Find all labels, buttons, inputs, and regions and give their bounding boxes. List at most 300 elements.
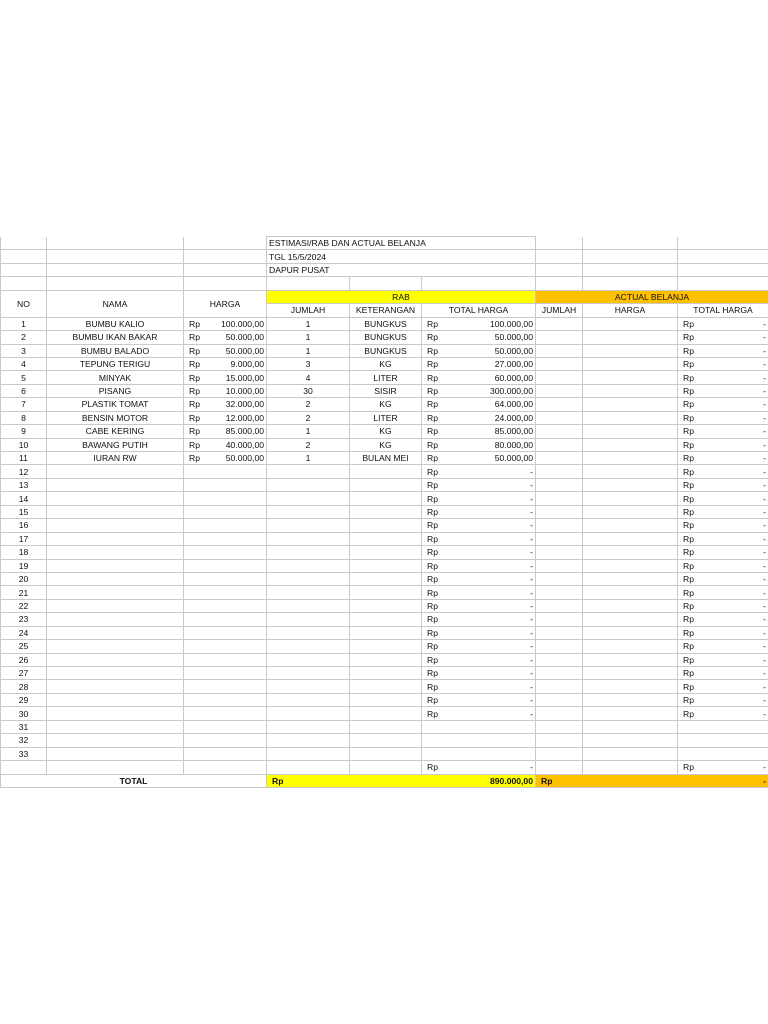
currency-label: Rp xyxy=(427,426,438,437)
table-row xyxy=(1,465,768,478)
row-harga xyxy=(184,734,267,747)
row-act-harga xyxy=(583,371,678,384)
row-harga xyxy=(184,693,267,706)
row-act-total xyxy=(678,693,768,706)
table-row xyxy=(1,626,768,639)
row-act-harga xyxy=(583,411,678,424)
row-nama xyxy=(47,478,184,491)
row-nama xyxy=(47,667,184,680)
row-nama xyxy=(47,519,184,532)
row-act-harga xyxy=(583,720,678,733)
row-act-jumlah xyxy=(536,438,583,451)
currency-label: Rp xyxy=(427,412,438,423)
amount-value: - xyxy=(763,574,766,585)
row-no: 26 xyxy=(1,653,47,666)
row-keterangan xyxy=(350,653,422,666)
row-keterangan xyxy=(350,532,422,545)
row-act-harga xyxy=(583,452,678,465)
currency-label: Rp xyxy=(427,641,438,652)
row-act-total xyxy=(678,653,768,666)
row-act-total xyxy=(678,519,768,532)
row-no: 3 xyxy=(1,344,47,357)
amount-value: - xyxy=(530,506,533,517)
row-act-harga xyxy=(583,425,678,438)
row-act-harga xyxy=(583,357,678,370)
col-keterangan: KETERANGAN xyxy=(350,304,422,317)
currency-label: Rp xyxy=(683,560,694,571)
row-no: 29 xyxy=(1,693,47,706)
row-act-harga xyxy=(583,478,678,491)
row-harga xyxy=(184,707,267,720)
row-no: 1 xyxy=(1,317,47,330)
amount-value: - xyxy=(530,480,533,491)
row-total-harga xyxy=(422,559,536,572)
row-act-jumlah xyxy=(536,331,583,344)
row-total-harga xyxy=(422,693,536,706)
amount-value: - xyxy=(530,560,533,571)
total-rab xyxy=(267,774,536,787)
amount-value: 85.000,00 xyxy=(225,426,264,437)
amount-value: 300.000,00 xyxy=(489,386,533,397)
amount-value: - xyxy=(763,762,766,773)
table-row xyxy=(1,505,768,518)
row-nama xyxy=(47,559,184,572)
row-act-jumlah xyxy=(536,747,583,760)
row-act-jumlah xyxy=(536,398,583,411)
row-no: 18 xyxy=(1,546,47,559)
row-act-jumlah xyxy=(536,613,583,626)
row-act-harga xyxy=(583,384,678,397)
amount-value: - xyxy=(530,695,533,706)
currency-label: Rp xyxy=(427,359,438,370)
amount-value: 60.000,00 xyxy=(494,372,533,383)
amount-value: - xyxy=(763,372,766,383)
row-act-total xyxy=(678,640,768,653)
amount-value: - xyxy=(763,560,766,571)
row-harga xyxy=(184,667,267,680)
row-no: 10 xyxy=(1,438,47,451)
row-harga xyxy=(184,452,267,465)
currency-label: Rp xyxy=(427,372,438,383)
amount-value: - xyxy=(530,533,533,544)
table-row xyxy=(1,653,768,666)
table-row xyxy=(1,613,768,626)
row-act-jumlah xyxy=(536,734,583,747)
table-row xyxy=(1,478,768,491)
row-act-jumlah xyxy=(536,599,583,612)
currency-label: Rp xyxy=(683,574,694,585)
row-act-harga xyxy=(583,559,678,572)
currency-label: Rp xyxy=(683,601,694,612)
amount-value: - xyxy=(763,439,766,450)
row-no: 16 xyxy=(1,519,47,532)
header-row-1 xyxy=(1,290,768,303)
row-nama xyxy=(47,586,184,599)
row-act-total xyxy=(678,626,768,639)
currency-label: Rp xyxy=(427,345,438,356)
row-harga xyxy=(184,572,267,585)
row-act-jumlah xyxy=(536,344,583,357)
amount-value: - xyxy=(530,520,533,531)
currency-label: Rp xyxy=(189,439,200,450)
col-no: NO xyxy=(1,290,47,317)
row-nama xyxy=(47,505,184,518)
row-keterangan: BULAN MEI xyxy=(350,452,422,465)
amount-value: - xyxy=(763,668,766,679)
row-act-jumlah xyxy=(536,586,583,599)
row-nama: CABE KERING xyxy=(47,425,184,438)
amount-value: - xyxy=(763,681,766,692)
row-keterangan: LITER xyxy=(350,371,422,384)
row-act-total xyxy=(678,720,768,733)
row-harga xyxy=(184,438,267,451)
row-nama: BUMBU IKAN BAKAR xyxy=(47,331,184,344)
row-jumlah xyxy=(267,478,350,491)
row-act-jumlah xyxy=(536,492,583,505)
row-jumlah xyxy=(267,707,350,720)
amount-value: - xyxy=(763,332,766,343)
row-no: 23 xyxy=(1,613,47,626)
currency-label: Rp xyxy=(427,601,438,612)
table-row xyxy=(1,438,768,451)
currency-label: Rp xyxy=(427,453,438,464)
row-nama xyxy=(47,693,184,706)
row-no: 8 xyxy=(1,411,47,424)
currency-label: Rp xyxy=(189,399,200,410)
row-act-jumlah xyxy=(536,532,583,545)
row-nama: BENSIN MOTOR xyxy=(47,411,184,424)
row-jumlah xyxy=(267,613,350,626)
row-nama xyxy=(47,492,184,505)
row-keterangan xyxy=(350,640,422,653)
currency-label: Rp xyxy=(189,386,200,397)
amount-value: - xyxy=(530,614,533,625)
row-act-jumlah xyxy=(536,519,583,532)
total-actual xyxy=(536,774,768,787)
currency-label: Rp xyxy=(427,668,438,679)
row-jumlah: 1 xyxy=(267,452,350,465)
amount-value: 50.000,00 xyxy=(494,453,533,464)
row-harga xyxy=(184,640,267,653)
table-row xyxy=(1,411,768,424)
row-total-harga xyxy=(422,317,536,330)
row-harga xyxy=(184,331,267,344)
amount-value: 50.000,00 xyxy=(225,453,264,464)
currency-label: Rp xyxy=(427,681,438,692)
row-jumlah: 2 xyxy=(267,411,350,424)
currency-label: Rp xyxy=(683,399,694,410)
row-act-total xyxy=(678,317,768,330)
row-jumlah xyxy=(267,734,350,747)
row-harga xyxy=(184,505,267,518)
amount-value: - xyxy=(763,601,766,612)
amount-value: - xyxy=(763,627,766,638)
row-act-harga xyxy=(583,505,678,518)
amount-value: - xyxy=(763,359,766,370)
row-keterangan xyxy=(350,707,422,720)
amount-value: - xyxy=(530,627,533,638)
row-nama: PLASTIK TOMAT xyxy=(47,398,184,411)
row-act-total xyxy=(678,371,768,384)
row-act-total xyxy=(678,438,768,451)
row-total-harga xyxy=(422,344,536,357)
row-nama xyxy=(47,747,184,760)
row-act-total xyxy=(678,572,768,585)
row-keterangan xyxy=(350,626,422,639)
currency-label: Rp xyxy=(427,708,438,719)
amount-value: - xyxy=(763,547,766,558)
amount-value: 32.000,00 xyxy=(225,399,264,410)
row-act-total xyxy=(678,586,768,599)
table-row xyxy=(1,425,768,438)
row-jumlah: 3 xyxy=(267,357,350,370)
row-no: 4 xyxy=(1,357,47,370)
row-keterangan xyxy=(350,559,422,572)
row-no: 17 xyxy=(1,532,47,545)
rab-table xyxy=(0,236,768,788)
row-nama xyxy=(47,640,184,653)
row-keterangan xyxy=(350,747,422,760)
currency-label: Rp xyxy=(683,493,694,504)
currency-label: Rp xyxy=(427,520,438,531)
row-keterangan: KG xyxy=(350,425,422,438)
row-jumlah: 1 xyxy=(267,425,350,438)
row-jumlah: 4 xyxy=(267,371,350,384)
total-rab-value: 890.000,00 xyxy=(489,775,533,786)
row-keterangan xyxy=(350,599,422,612)
currency-label: Rp xyxy=(189,318,200,329)
currency-label: Rp xyxy=(427,318,438,329)
row-act-harga xyxy=(583,747,678,760)
total-actual-value: - xyxy=(763,775,766,786)
sheet-title: ESTIMASI/RAB DAN ACTUAL BELANJA xyxy=(267,237,536,250)
row-keterangan xyxy=(350,465,422,478)
row-harga xyxy=(184,519,267,532)
currency-label: Rp xyxy=(683,547,694,558)
amount-value: - xyxy=(763,466,766,477)
row-act-total xyxy=(678,707,768,720)
currency-label: Rp xyxy=(189,453,200,464)
row-act-harga xyxy=(583,398,678,411)
col-harga: HARGA xyxy=(184,290,267,317)
spacer-row xyxy=(1,277,768,290)
table-row xyxy=(1,640,768,653)
amount-value: - xyxy=(763,480,766,491)
col-actual: ACTUAL BELANJA xyxy=(536,290,768,303)
currency-label: Rp xyxy=(683,627,694,638)
row-jumlah xyxy=(267,465,350,478)
row-act-harga xyxy=(583,680,678,693)
table-row xyxy=(1,532,768,545)
amount-value: 9.000,00 xyxy=(230,359,264,370)
row-keterangan xyxy=(350,693,422,706)
currency-label: Rp xyxy=(683,614,694,625)
row-total-harga xyxy=(422,680,536,693)
amount-value: 50.000,00 xyxy=(225,345,264,356)
row-harga xyxy=(184,720,267,733)
row-act-harga xyxy=(583,707,678,720)
row-jumlah: 2 xyxy=(267,438,350,451)
amount-value: - xyxy=(763,708,766,719)
row-keterangan xyxy=(350,680,422,693)
row-keterangan xyxy=(350,734,422,747)
row-act-harga xyxy=(583,331,678,344)
table-row xyxy=(1,747,768,760)
row-act-harga xyxy=(583,492,678,505)
row-act-jumlah xyxy=(536,680,583,693)
row-keterangan: KG xyxy=(350,398,422,411)
row-nama: BUMBU KALIO xyxy=(47,317,184,330)
row-act-total xyxy=(678,613,768,626)
table-row xyxy=(1,519,768,532)
amount-value: - xyxy=(530,574,533,585)
row-no: 6 xyxy=(1,384,47,397)
currency-label: Rp xyxy=(683,412,694,423)
row-act-harga xyxy=(583,599,678,612)
amount-value: - xyxy=(763,453,766,464)
amount-value: - xyxy=(763,587,766,598)
row-jumlah: 1 xyxy=(267,317,350,330)
row-keterangan: SISIR xyxy=(350,384,422,397)
row-nama xyxy=(47,734,184,747)
amount-value: 50.000,00 xyxy=(494,332,533,343)
row-nama xyxy=(47,680,184,693)
row-total-harga xyxy=(422,734,536,747)
row-total-harga xyxy=(422,546,536,559)
amount-value: - xyxy=(763,399,766,410)
row-total-harga xyxy=(422,331,536,344)
amount-value: - xyxy=(530,654,533,665)
row-total-harga xyxy=(422,640,536,653)
row-act-jumlah xyxy=(536,452,583,465)
row-total-harga xyxy=(422,626,536,639)
row-act-total xyxy=(678,559,768,572)
row-no: 31 xyxy=(1,720,47,733)
row-no: 20 xyxy=(1,572,47,585)
row-act-harga xyxy=(583,640,678,653)
table-row xyxy=(1,452,768,465)
title-row-3 xyxy=(1,263,768,276)
amount-value: 15.000,00 xyxy=(225,372,264,383)
row-harga xyxy=(184,653,267,666)
row-act-total xyxy=(678,599,768,612)
currency-label: Rp xyxy=(683,466,694,477)
row-jumlah xyxy=(267,667,350,680)
amount-value: 100.000,00 xyxy=(220,318,264,329)
row-act-total xyxy=(678,465,768,478)
amount-value: - xyxy=(530,547,533,558)
row-total-harga xyxy=(422,707,536,720)
amount-value: - xyxy=(530,641,533,652)
currency-label: Rp xyxy=(683,439,694,450)
table-row xyxy=(1,559,768,572)
row-keterangan: BUNGKUS xyxy=(350,344,422,357)
amount-value: - xyxy=(763,641,766,652)
row-harga xyxy=(184,344,267,357)
currency-label: Rp xyxy=(683,708,694,719)
table-row xyxy=(1,667,768,680)
amount-value: - xyxy=(763,412,766,423)
row-act-total xyxy=(678,747,768,760)
currency-label: Rp xyxy=(683,372,694,383)
row-act-jumlah xyxy=(536,357,583,370)
amount-value: - xyxy=(530,601,533,612)
row-act-total xyxy=(678,398,768,411)
row-total-harga xyxy=(422,720,536,733)
row-keterangan xyxy=(350,546,422,559)
row-keterangan: BUNGKUS xyxy=(350,317,422,330)
row-total-harga xyxy=(422,438,536,451)
row-act-jumlah xyxy=(536,720,583,733)
row-act-harga xyxy=(583,519,678,532)
currency-label: Rp xyxy=(427,466,438,477)
row-nama xyxy=(47,599,184,612)
row-act-total xyxy=(678,546,768,559)
row-no: 14 xyxy=(1,492,47,505)
row-act-total xyxy=(678,425,768,438)
total-row xyxy=(1,774,768,787)
row-act-total xyxy=(678,411,768,424)
amount-value: 50.000,00 xyxy=(494,345,533,356)
row-jumlah xyxy=(267,532,350,545)
currency-label: Rp xyxy=(427,695,438,706)
row-act-jumlah xyxy=(536,640,583,653)
amount-value: - xyxy=(530,668,533,679)
row-nama: BUMBU BALADO xyxy=(47,344,184,357)
row-no: 2 xyxy=(1,331,47,344)
row-total-harga xyxy=(422,613,536,626)
row-act-jumlah xyxy=(536,465,583,478)
amount-value: - xyxy=(530,762,533,773)
row-nama xyxy=(47,653,184,666)
row-jumlah xyxy=(267,519,350,532)
row-act-jumlah xyxy=(536,505,583,518)
currency-label: Rp xyxy=(427,493,438,504)
row-nama: BAWANG PUTIH xyxy=(47,438,184,451)
row-act-jumlah xyxy=(536,693,583,706)
row-harga xyxy=(184,586,267,599)
row-total-harga xyxy=(422,747,536,760)
row-jumlah xyxy=(267,559,350,572)
row-no: 24 xyxy=(1,626,47,639)
table-row xyxy=(1,357,768,370)
row-no: 9 xyxy=(1,425,47,438)
row-no: 22 xyxy=(1,599,47,612)
row-act-total xyxy=(678,505,768,518)
amount-value: 27.000,00 xyxy=(494,359,533,370)
row-no: 30 xyxy=(1,707,47,720)
table-row xyxy=(1,384,768,397)
table-row xyxy=(1,572,768,585)
row-jumlah: 30 xyxy=(267,384,350,397)
row-jumlah: 1 xyxy=(267,344,350,357)
row-act-harga xyxy=(583,572,678,585)
row-act-jumlah xyxy=(536,546,583,559)
row-keterangan xyxy=(350,720,422,733)
amount-value: 12.000,00 xyxy=(225,412,264,423)
row-nama xyxy=(47,626,184,639)
row-total-harga xyxy=(422,398,536,411)
row-act-harga xyxy=(583,653,678,666)
row-no: 28 xyxy=(1,680,47,693)
amount-value: 40.000,00 xyxy=(225,439,264,450)
amount-value: 100.000,00 xyxy=(489,318,533,329)
row-nama xyxy=(47,720,184,733)
row-total-harga xyxy=(422,357,536,370)
row-jumlah xyxy=(267,653,350,666)
col-act-harga: HARGA xyxy=(583,304,678,317)
row-keterangan xyxy=(350,586,422,599)
